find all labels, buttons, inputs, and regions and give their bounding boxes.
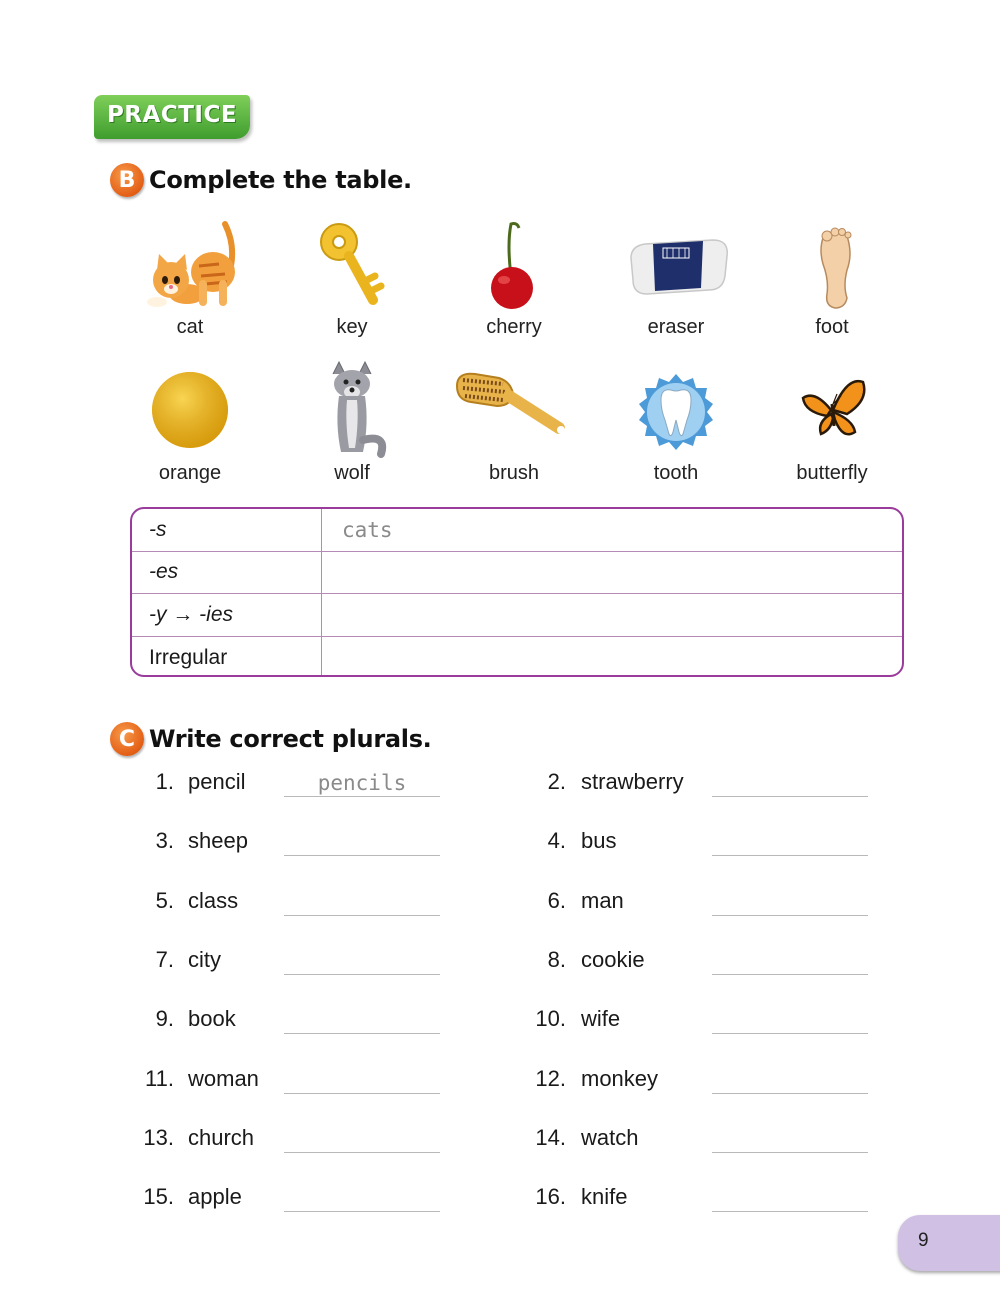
rule-label: -y → -ies bbox=[132, 594, 322, 636]
tooth-icon bbox=[621, 360, 731, 460]
picture-word: wolf bbox=[334, 462, 370, 484]
cat-icon bbox=[135, 214, 245, 314]
section-c-title: Write correct plurals. bbox=[149, 725, 432, 753]
section-b-letter: B bbox=[110, 163, 144, 197]
exercise-number: 3. bbox=[155, 828, 174, 854]
picture-word: foot bbox=[815, 316, 849, 338]
answer-line bbox=[712, 1152, 868, 1153]
table-row bbox=[132, 509, 902, 552]
rule-answer-field[interactable] bbox=[322, 637, 902, 678]
exercise-word: apple bbox=[188, 1184, 242, 1210]
exercise-number: 9. bbox=[155, 1006, 174, 1032]
picture-orange bbox=[125, 360, 255, 485]
section-c-heading bbox=[110, 719, 432, 759]
exercise-number: 7. bbox=[155, 946, 174, 972]
answer-line bbox=[712, 1211, 868, 1212]
exercise-number: 11. bbox=[145, 1065, 174, 1091]
answer-line bbox=[712, 1093, 868, 1094]
rule-label: Irregular bbox=[132, 637, 322, 678]
answer-line bbox=[712, 855, 868, 856]
table-row bbox=[132, 594, 902, 637]
exercise-number: 1. bbox=[155, 769, 174, 794]
exercise-item bbox=[0, 1119, 1000, 1159]
rule-answer-field[interactable] bbox=[322, 552, 902, 594]
picture-wolf bbox=[287, 360, 417, 485]
wolf-icon bbox=[297, 360, 407, 460]
exercise-word: city bbox=[188, 946, 221, 972]
exercise-number: 16. bbox=[535, 1184, 566, 1210]
exercise-word: sheep bbox=[188, 828, 248, 854]
exercise-word: woman bbox=[188, 1065, 259, 1091]
exercise-word: strawberry bbox=[581, 769, 684, 794]
exercise-number: 4. bbox=[547, 828, 566, 854]
answer-line bbox=[712, 915, 868, 916]
orange-icon bbox=[135, 360, 245, 460]
picture-cherry bbox=[449, 214, 579, 339]
exercise-word: book bbox=[188, 1006, 236, 1032]
exercise-word: bus bbox=[581, 828, 617, 854]
exercise-number: 6. bbox=[547, 887, 566, 913]
table-row bbox=[132, 552, 902, 595]
rule-label: -s bbox=[132, 509, 322, 551]
exercise-item bbox=[0, 1000, 1000, 1040]
picture-word: tooth bbox=[653, 462, 699, 484]
exercise-item bbox=[0, 1060, 1000, 1100]
picture-word: key bbox=[336, 316, 368, 338]
answer-line bbox=[712, 974, 868, 975]
plural-rules-table bbox=[130, 507, 904, 677]
picture-word: cherry bbox=[486, 316, 542, 338]
page-number-tab bbox=[898, 1215, 1000, 1271]
exercise-item bbox=[0, 822, 1000, 862]
cherry-icon bbox=[459, 214, 569, 314]
exercise-word: class bbox=[188, 887, 239, 913]
picture-foot bbox=[767, 214, 897, 339]
page-number: 9 bbox=[918, 1230, 929, 1251]
exercise-word: man bbox=[581, 887, 624, 913]
butterfly-icon bbox=[777, 360, 887, 460]
answer-field[interactable]: pencils bbox=[317, 771, 407, 795]
answer-line bbox=[712, 796, 868, 797]
exercise-item bbox=[0, 1178, 1000, 1218]
exercise-word: monkey bbox=[581, 1065, 659, 1091]
picture-word: brush bbox=[488, 462, 540, 484]
answer-line bbox=[712, 1033, 868, 1034]
picture-tooth bbox=[611, 360, 741, 485]
exercise-number: 12. bbox=[535, 1065, 566, 1091]
rule-label: -es bbox=[132, 552, 322, 594]
exercise-word: church bbox=[188, 1124, 255, 1150]
exercise-number: 13. bbox=[143, 1124, 174, 1150]
section-b-title: Complete the table. bbox=[149, 166, 412, 194]
section-b-heading bbox=[110, 160, 412, 200]
exercise-item bbox=[0, 941, 1000, 981]
exercise-number: 5. bbox=[155, 887, 174, 913]
brush-icon bbox=[449, 360, 579, 460]
picture-cat bbox=[125, 214, 255, 339]
picture-word: orange bbox=[158, 462, 222, 484]
exercise-number: 10. bbox=[535, 1006, 566, 1032]
exercise-word: wife bbox=[581, 1006, 621, 1032]
practice-badge-label: PRACTICE bbox=[106, 102, 238, 128]
key-icon bbox=[297, 214, 407, 314]
exercise-word: cookie bbox=[581, 946, 645, 972]
exercise-word: pencil bbox=[188, 769, 246, 794]
picture-butterfly bbox=[767, 360, 897, 485]
picture-brush bbox=[449, 360, 579, 485]
picture-word: cat bbox=[176, 316, 204, 338]
exercise-item bbox=[0, 882, 1000, 922]
picture-word: butterfly bbox=[796, 462, 868, 484]
exercise-number: 8. bbox=[547, 946, 566, 972]
eraser-icon bbox=[621, 214, 731, 314]
exercise-word: knife bbox=[581, 1184, 628, 1210]
exercise-number: 2. bbox=[547, 769, 566, 794]
section-c-letter: C bbox=[110, 722, 144, 756]
picture-word: eraser bbox=[647, 316, 705, 338]
table-row bbox=[132, 637, 902, 678]
exercise-word: watch bbox=[581, 1124, 639, 1150]
rule-answer-field[interactable]: cats bbox=[342, 517, 393, 542]
rule-answer-field[interactable] bbox=[322, 594, 902, 636]
picture-eraser bbox=[611, 214, 741, 339]
practice-badge bbox=[94, 95, 250, 139]
foot-icon bbox=[777, 214, 887, 314]
picture-key bbox=[287, 214, 417, 339]
exercise-number: 15. bbox=[143, 1184, 174, 1210]
exercise-number: 14. bbox=[535, 1124, 566, 1150]
exercise-item bbox=[0, 763, 1000, 803]
